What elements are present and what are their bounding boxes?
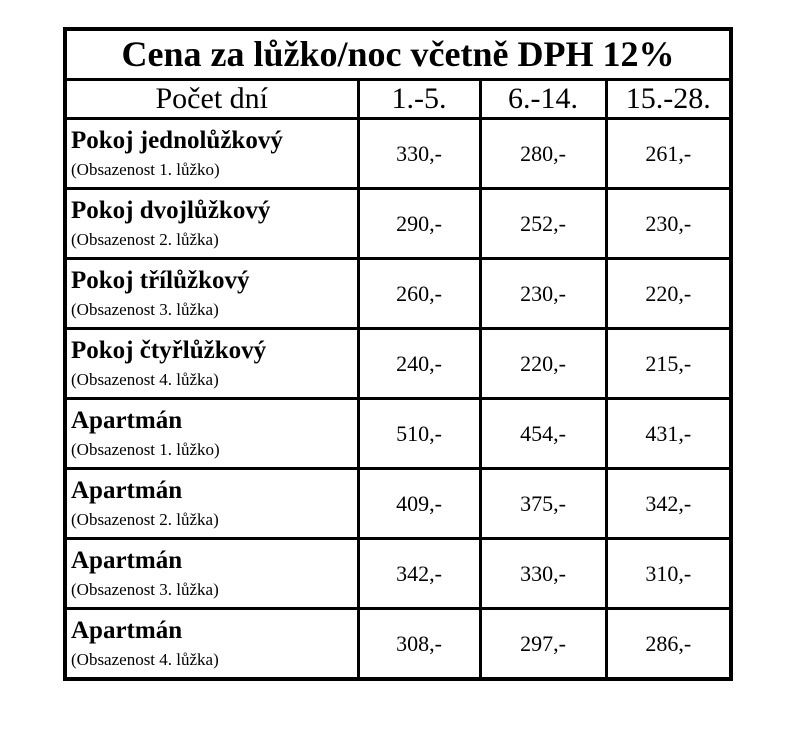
room-name: Apartmán: [71, 406, 183, 434]
price-cell: 220,-: [480, 329, 606, 399]
room-name: Apartmán: [71, 546, 183, 574]
room-cell: [65, 469, 358, 539]
room-name: Apartmán: [71, 476, 183, 504]
room-occupancy-note: (Obsazenost 2. lůžka): [71, 229, 219, 249]
header-days-label: Počet dní: [65, 80, 358, 119]
table-row: [65, 399, 731, 469]
price-cell: 280,-: [480, 119, 606, 189]
price-cell: 230,-: [480, 259, 606, 329]
room-occupancy-note: (Obsazenost 4. lůžka): [71, 649, 219, 669]
header-range-3: 15.-28.: [606, 80, 731, 119]
room-occupancy-note: (Obsazenost 2. lůžka): [71, 509, 219, 529]
room-cell: [65, 119, 358, 189]
price-cell: 297,-: [480, 609, 606, 680]
room-cell: [65, 329, 358, 399]
room-occupancy-note: (Obsazenost 1. lůžko): [71, 439, 220, 459]
price-cell: 220,-: [606, 259, 731, 329]
table-row: [65, 259, 731, 329]
header-row: [65, 80, 731, 119]
room-cell: [65, 609, 358, 680]
room-occupancy-note: (Obsazenost 3. lůžka): [71, 299, 219, 319]
room-cell: [65, 539, 358, 609]
price-cell: 215,-: [606, 329, 731, 399]
price-cell: 330,-: [480, 539, 606, 609]
price-cell: 409,-: [358, 469, 480, 539]
room-name: Pokoj jednolůžkový: [71, 126, 283, 154]
price-cell: 308,-: [358, 609, 480, 680]
table-title: Cena za lůžko/noc včetně DPH 12%: [65, 29, 731, 80]
table-row: [65, 539, 731, 609]
table-row: [65, 189, 731, 259]
table-row: [65, 119, 731, 189]
price-cell: 286,-: [606, 609, 731, 680]
room-name: Apartmán: [71, 616, 183, 644]
price-cell: 330,-: [358, 119, 480, 189]
price-cell: 454,-: [480, 399, 606, 469]
room-name: Pokoj třílůžkový: [71, 266, 250, 294]
price-cell: 375,-: [480, 469, 606, 539]
price-cell: 342,-: [606, 469, 731, 539]
room-name: Pokoj čtyřlůžkový: [71, 336, 267, 364]
header-range-1: 1.-5.: [358, 80, 480, 119]
table-row: [65, 609, 731, 680]
price-cell: 240,-: [358, 329, 480, 399]
price-cell: 260,-: [358, 259, 480, 329]
price-cell: 261,-: [606, 119, 731, 189]
price-cell: 510,-: [358, 399, 480, 469]
room-occupancy-note: (Obsazenost 1. lůžko): [71, 159, 220, 179]
room-cell: [65, 259, 358, 329]
price-table: [63, 27, 733, 681]
price-cell: 290,-: [358, 189, 480, 259]
price-cell: 310,-: [606, 539, 731, 609]
room-occupancy-note: (Obsazenost 4. lůžka): [71, 369, 219, 389]
price-cell: 230,-: [606, 189, 731, 259]
table-row: [65, 469, 731, 539]
room-name: Pokoj dvojlůžkový: [71, 196, 271, 224]
room-cell: [65, 399, 358, 469]
table-row: [65, 329, 731, 399]
title-row: [65, 29, 731, 80]
price-cell: 252,-: [480, 189, 606, 259]
room-occupancy-note: (Obsazenost 3. lůžka): [71, 579, 219, 599]
header-range-2: 6.-14.: [480, 80, 606, 119]
price-cell: 342,-: [358, 539, 480, 609]
price-cell: 431,-: [606, 399, 731, 469]
room-cell: [65, 189, 358, 259]
